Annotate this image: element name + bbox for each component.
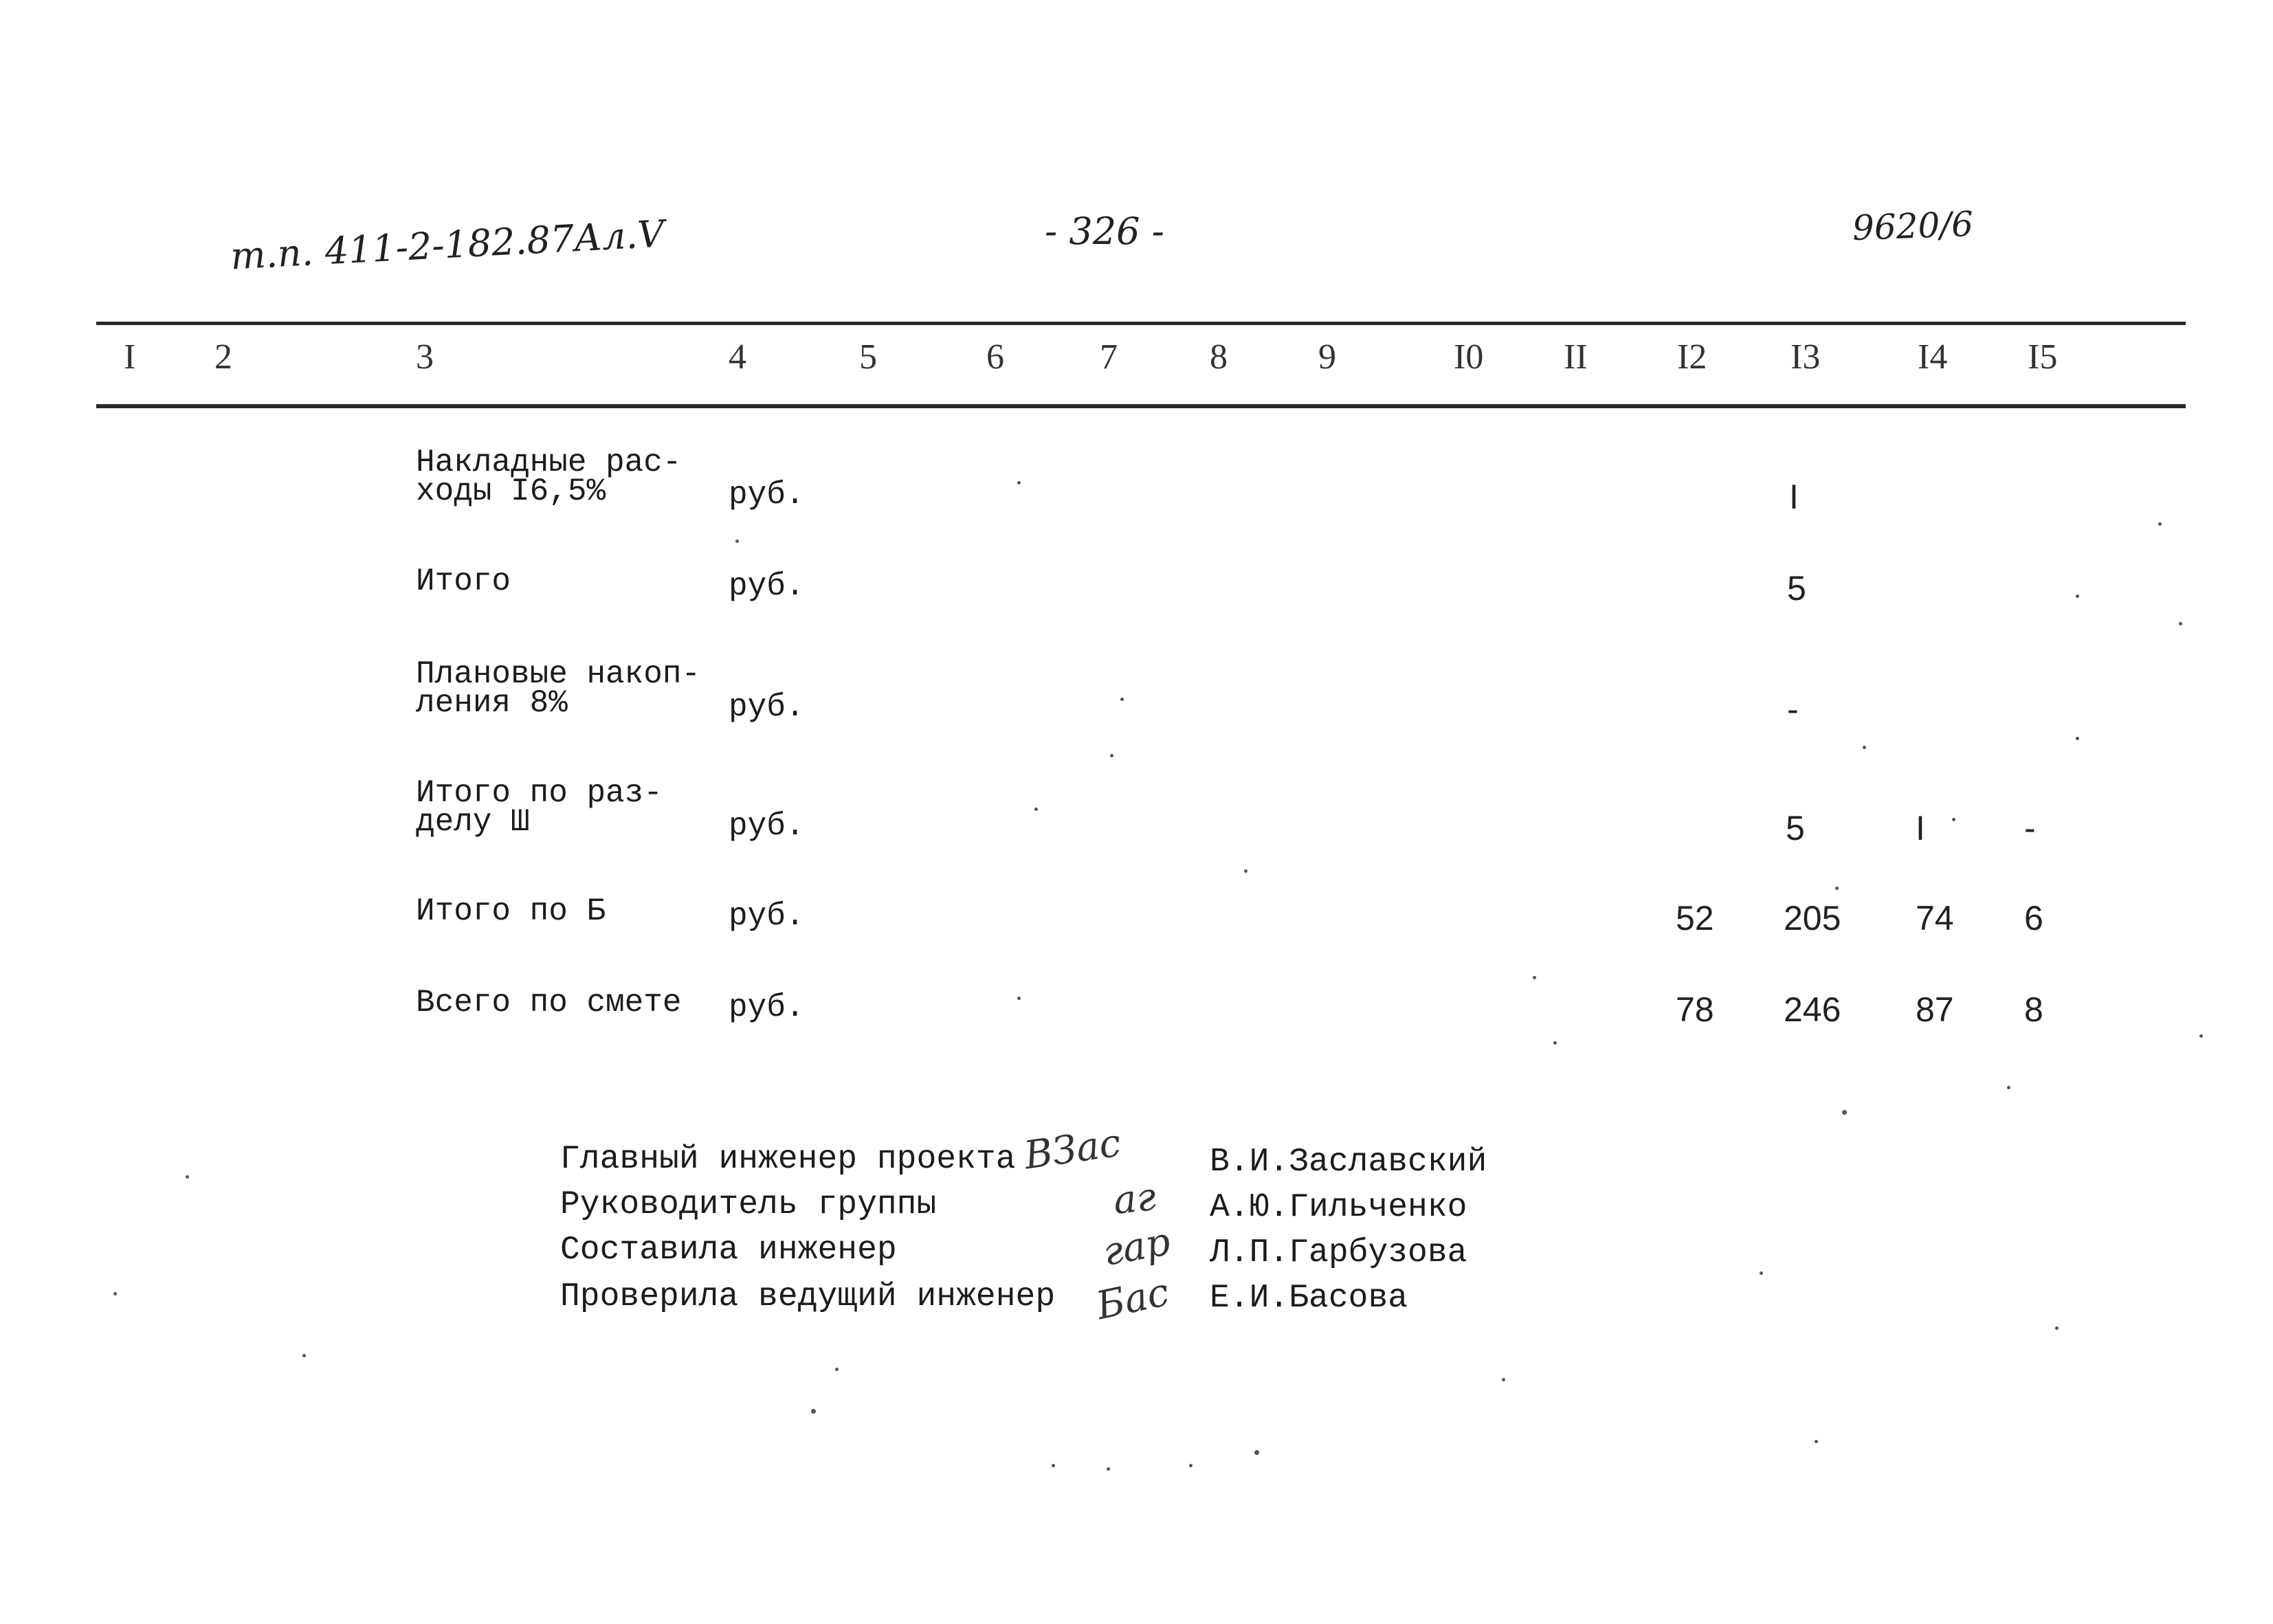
signer-title: Руководитель группы (560, 1186, 937, 1223)
column-number: I3 (1790, 337, 1821, 377)
column-number: I2 (1677, 337, 1707, 377)
row-unit: руб. (729, 568, 805, 604)
table-top-rule (96, 322, 2186, 325)
cell-col12: 78 (1676, 990, 1714, 1029)
handwritten-signature: аг (1111, 1174, 1158, 1224)
signer-title: Составила инженер (560, 1232, 897, 1269)
cell-col13: - (1787, 690, 1799, 728)
cell-col14: 74 (1916, 899, 1954, 937)
row-unit: руб. (729, 898, 805, 934)
handwritten-signature: Бас (1092, 1269, 1173, 1329)
column-number: I0 (1454, 337, 1484, 377)
signer-name: В.И.Заславский (1210, 1144, 1487, 1181)
row-unit: руб. (729, 808, 805, 844)
table-header-rule (96, 404, 2186, 408)
column-number: 3 (416, 337, 434, 377)
page-number: - 326 - (1045, 210, 1164, 253)
row-label: Итого по раз- делу Ш (416, 775, 663, 840)
signer-name: Л.П.Гарбузова (1210, 1234, 1467, 1271)
row-unit: руб. (729, 477, 805, 513)
row-label: Накладные рас- ходы I6,5% (416, 445, 682, 509)
cell-col12: 52 (1676, 899, 1714, 937)
cell-col15: 8 (2024, 990, 2043, 1029)
column-number: 7 (1100, 337, 1118, 377)
cell-col14: 87 (1916, 990, 1954, 1029)
cell-col13: 5 (1787, 569, 1806, 608)
column-number: II (1564, 337, 1588, 377)
row-unit: руб. (729, 689, 805, 725)
row-unit: руб. (729, 990, 805, 1025)
signer-name: Е.И.Басова (1210, 1280, 1408, 1317)
row-label: Итого (416, 564, 511, 599)
column-number: 4 (729, 337, 746, 377)
cell-col15: - (2024, 809, 2036, 847)
handwritten-signature: ВЗас (1021, 1120, 1124, 1179)
cell-col13: 246 (1784, 990, 1841, 1029)
column-number: I5 (2028, 337, 2058, 377)
column-number: 5 (859, 337, 877, 377)
signer-title: Проверила ведущий инженер (560, 1278, 1056, 1315)
column-number: 8 (1210, 337, 1228, 377)
handwritten-signature: гар (1100, 1219, 1174, 1275)
cell-col15: 6 (2024, 899, 2043, 937)
signer-name: А.Ю.Гильченко (1210, 1189, 1467, 1226)
column-number: I (124, 337, 136, 377)
cell-col13: 5 (1786, 809, 1805, 847)
cell-col13: I (1789, 478, 1799, 516)
cell-col13: 205 (1784, 899, 1841, 937)
row-label: Всего по смете (416, 985, 682, 1021)
row-label: Итого по Б (416, 893, 606, 929)
cell-col14: I (1916, 809, 1925, 847)
archive-number: 9620/6 (1852, 203, 1974, 249)
document-code: т.п. 411-2-182.87Ал.V (229, 212, 666, 278)
column-number: I4 (1918, 337, 1948, 377)
column-number: 6 (986, 337, 1004, 377)
column-number: 2 (214, 337, 232, 377)
signer-title: Главный инженер проекта (560, 1141, 1016, 1178)
column-number: 9 (1318, 337, 1336, 377)
row-label: Плановые накоп- ления 8% (416, 656, 701, 721)
